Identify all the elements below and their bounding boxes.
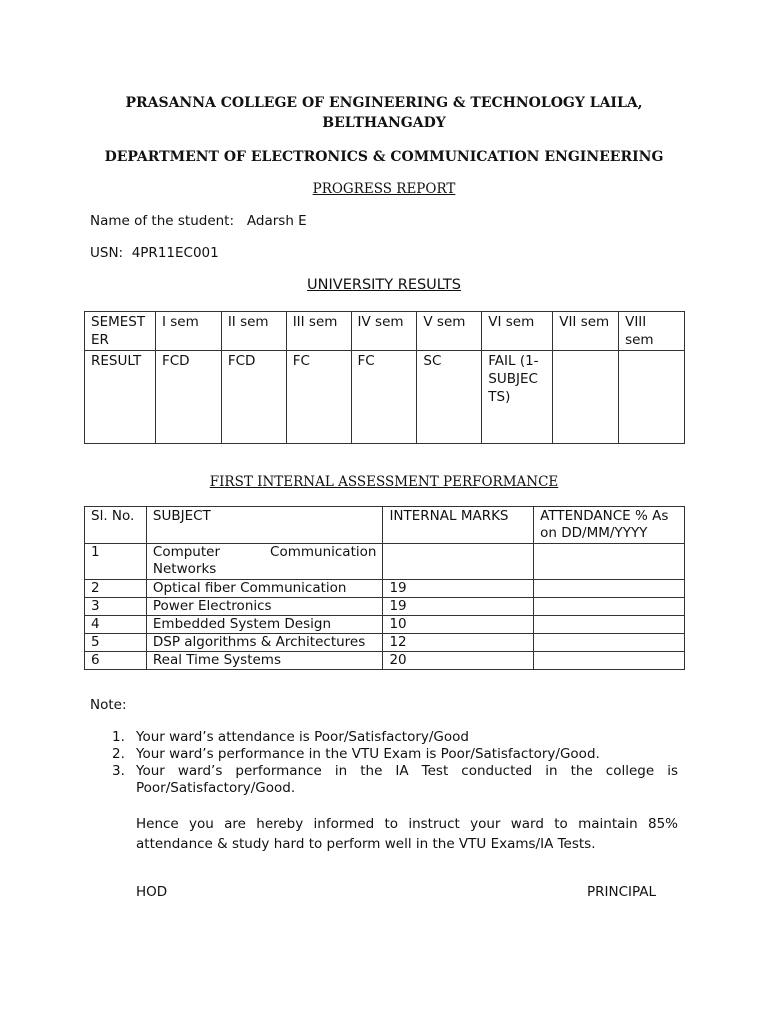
sl-no-cell: 2 [85, 580, 147, 598]
marks-cell: 12 [383, 634, 534, 652]
subject-cell: Embedded System Design [146, 616, 383, 634]
note-item-text: Your ward’s performance in the IA Test conducted in the college is Poor/Satisfactory/Good. [136, 763, 678, 796]
table-row [85, 598, 685, 616]
usn-value: 4PR11EC001 [131, 245, 219, 261]
table-row [85, 616, 685, 634]
list-number: 2. [112, 746, 125, 762]
semester-header-cell: SEMEST ER [85, 312, 156, 351]
subject-cell [146, 544, 383, 580]
marks-cell: 20 [383, 652, 534, 670]
sl-no-cell: 1 [85, 544, 147, 580]
note-label: Note: [90, 697, 127, 713]
college-name-line1: PRASANNA COLLEGE OF ENGINEERING & TECHNOLOGY LAILA, [125, 95, 643, 111]
ia-header-cell: Sl. No. [85, 507, 147, 544]
semester-header-cell: VIII sem [619, 312, 685, 351]
subject-text: Computer Communication Networks [152, 544, 377, 577]
marks-cell: 19 [383, 598, 534, 616]
semester-header-cell: IV sem [351, 312, 417, 351]
list-number: 3. [112, 763, 125, 779]
note-item-text: Your ward’s performance in the VTU Exam is Poor/Satisfactory/Good. [136, 746, 600, 762]
usn-row [90, 245, 219, 261]
result-cell: FCD [155, 351, 221, 444]
result-cell: RESULT [85, 351, 156, 444]
table-row [85, 634, 685, 652]
ia-header-cell: ATTENDANCE % As on DD/MM/YYYY [534, 507, 685, 544]
sl-no-cell: 4 [85, 616, 147, 634]
attendance-cell [534, 580, 685, 598]
semester-header-cell: I sem [155, 312, 221, 351]
usn-label: USN: [90, 245, 124, 261]
note-paragraph: Hence you are hereby informed to instruct your ward to maintain 85% attendance & study hard to perform well in the VTU Exams/IA Tests. [136, 816, 678, 852]
subject-cell: DSP algorithms & Architectures [146, 634, 383, 652]
result-cell: FAIL (1-SUBJEC TS) [482, 351, 553, 444]
college-name [0, 93, 768, 133]
subject-cell: Optical fiber Communication [146, 580, 383, 598]
result-cell: FCD [221, 351, 286, 444]
internal-assessment-table [84, 506, 685, 670]
student-name-label: Name of the student: [90, 213, 235, 229]
department-name: DEPARTMENT OF ELECTRONICS & COMMUNICATION ENGINEERING [104, 149, 664, 165]
semester-header-cell: V sem [417, 312, 482, 351]
marks-cell: 19 [383, 580, 534, 598]
result-cell [619, 351, 685, 444]
marks-cell [383, 544, 534, 580]
sl-no-cell: 3 [85, 598, 147, 616]
table-row [85, 544, 685, 580]
student-name-row [90, 213, 307, 229]
attendance-cell [534, 634, 685, 652]
attendance-cell [534, 616, 685, 634]
result-cell: FC [286, 351, 351, 444]
subject-cell: Real Time Systems [146, 652, 383, 670]
university-results-title: UNIVERSITY RESULTS [307, 277, 461, 293]
result-cell [553, 351, 619, 444]
semester-header-cell: III sem [286, 312, 351, 351]
note-item-text: Your ward’s attendance is Poor/Satisfactory/Good [136, 729, 469, 745]
ia-header-cell: INTERNAL MARKS [383, 507, 534, 544]
result-row [85, 351, 685, 444]
internal-assessment-title: FIRST INTERNAL ASSESSMENT PERFORMANCE [209, 474, 559, 490]
semester-header-row [85, 312, 685, 351]
sl-no-cell: 5 [85, 634, 147, 652]
university-results-table [84, 311, 685, 444]
semester-header-cell: VII sem [553, 312, 619, 351]
table-row [85, 652, 685, 670]
principal-signature-label: PRINCIPAL [587, 884, 657, 900]
semester-header-cell: II sem [221, 312, 286, 351]
report-title: PROGRESS REPORT [312, 181, 456, 197]
table-row [85, 580, 685, 598]
hod-signature-label: HOD [136, 884, 168, 900]
attendance-cell [534, 544, 685, 580]
result-cell: SC [417, 351, 482, 444]
sl-no-cell: 6 [85, 652, 147, 670]
subject-cell: Power Electronics [146, 598, 383, 616]
college-name-line2: BELTHANGADY [322, 115, 446, 131]
attendance-cell [534, 598, 685, 616]
marks-cell: 10 [383, 616, 534, 634]
ia-header-cell: SUBJECT [146, 507, 383, 544]
semester-header-cell: VI sem [482, 312, 553, 351]
list-number: 1. [112, 729, 125, 745]
ia-header-row [85, 507, 685, 544]
student-name-value: Adarsh E [246, 213, 307, 229]
attendance-cell [534, 652, 685, 670]
result-cell: FC [351, 351, 417, 444]
